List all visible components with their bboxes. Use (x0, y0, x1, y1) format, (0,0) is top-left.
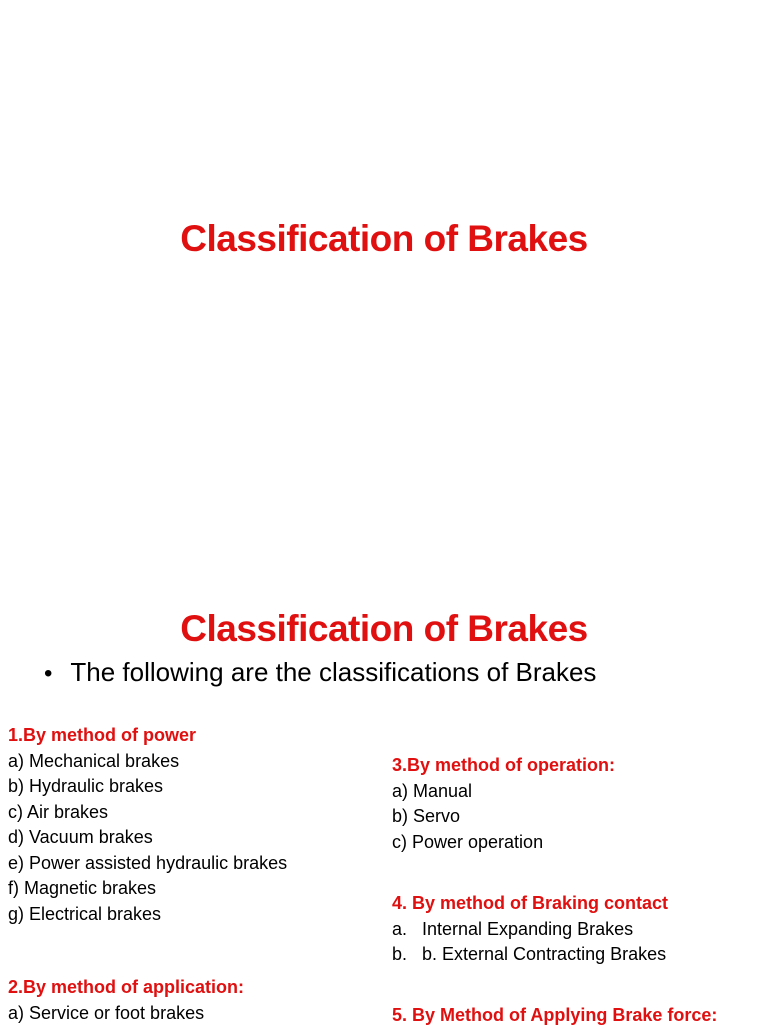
slide-title: Classification of Brakes (180, 608, 588, 649)
list-marker: a. (392, 918, 408, 939)
section-heading: 2.By method of application: (8, 977, 245, 997)
section-heading: 5. By Method of Applying Brake force: (392, 1005, 718, 1025)
list-item: g) Electrical brakes (8, 903, 162, 924)
list-item: f) Magnetic brakes (8, 878, 157, 898)
list-item (392, 942, 668, 968)
section-operation (392, 753, 615, 855)
list-item-text: b. External Contracting Brakes (422, 944, 667, 964)
list-item: c) Air brakes (8, 801, 109, 822)
list-item: b) Hydraulic brakes (8, 776, 164, 796)
section-power (8, 723, 287, 927)
slide-title: Classification of Brakes (180, 218, 588, 259)
list-marker: b. (392, 944, 408, 964)
list-item: a) Service or foot brakes (8, 1002, 205, 1023)
section-force (392, 1003, 717, 1029)
section-heading: 1.By method of power (8, 725, 197, 745)
bullet-icon: • (44, 660, 53, 687)
list-item: a) Mechanical brakes (8, 750, 180, 771)
list-item: b) Servo (392, 806, 461, 826)
list-item (392, 917, 668, 943)
list-item: e) Power assisted hydraulic brakes (8, 852, 288, 873)
list-item: a) Manual (392, 780, 473, 801)
section-contact (392, 891, 668, 968)
section-heading: 4. By method of Braking contact (392, 893, 669, 913)
intro-bullet (44, 657, 596, 688)
intro-text: The following are the classifications of Brakes (70, 657, 597, 687)
section-heading: 3.By method of operation: (392, 755, 616, 775)
section-application (8, 975, 244, 1026)
list-item: d) Vacuum brakes (8, 827, 153, 847)
list-item: c) Power operation (392, 831, 544, 852)
content-slide (0, 560, 768, 1024)
list-item-text: Internal Expanding Brakes (422, 918, 634, 939)
